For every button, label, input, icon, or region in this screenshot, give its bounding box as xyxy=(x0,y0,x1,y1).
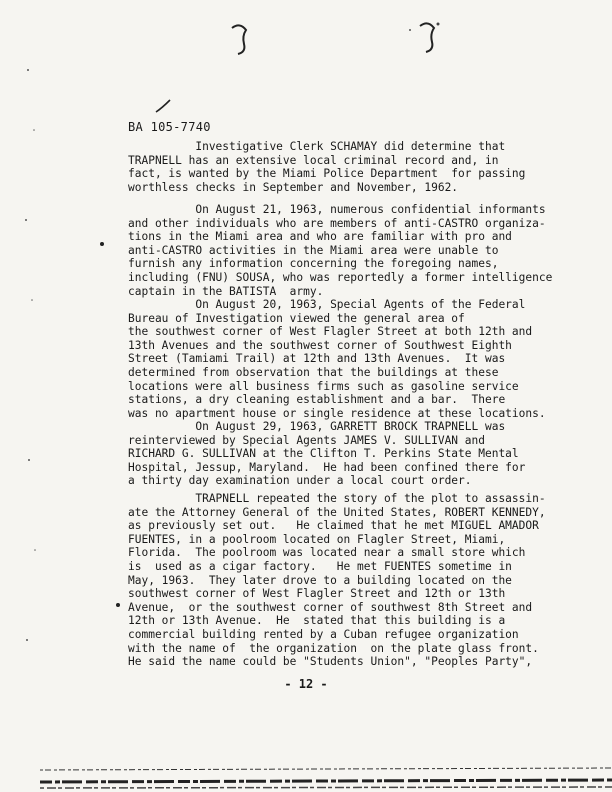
paragraph: On August 20, 1963, Special Agents of the Federal Bureau of Investigation viewed the general area of the southwest corner of West Flagler Street at both 12th and 13th Avenues and the southwest corner of Southwest Eighth Street (Tamiami Trail) at 12th and 13th Avenues. It was determined from observation that the buildings at these locations were all business firms such as gasoline service stations, a dry cleaning establishment and a bar. There was no apartment house or single residence at these locations. xyxy=(128,298,546,420)
handwritten-tick-mark xyxy=(150,96,180,116)
left-margin-speckle xyxy=(20,40,60,760)
file-number: BA 105-7740 xyxy=(128,120,211,134)
scan-noise-band xyxy=(40,730,612,792)
punch-hole-marks xyxy=(210,20,450,70)
paragraph: On August 21, 1963, numerous confidential informants and other individuals who are members of anti-CASTRO organiza- tions in the Miami area and who are familiar with pro and anti-CASTRO activities in the Miami area were unable to furnish any information concerning the foregoing names, including (FNU) SOUSA, who was reportedly a former intelligence captain in the BATISTA army. xyxy=(128,203,553,298)
paragraph: TRAPNELL repeated the story of the plot to assassin- ate the Attorney General of the United States, ROBERT KENNEDY, as previously set out. He claimed that he met MIGUEL AMADOR FUENTES, in a poolroom located on Flagler Street, Miami, Florida. The poolroom was located near a small store which is used as a cigar factory. He met FUENTES sometime in May, 1963. They later drove to a building located on the southwest corner of West Flagler Street and 12th or 13th Avenue, or the southwest corner of southwest 8th Street and 12th or 13th Avenue. He stated that this building is a commercial building rented by a Cuban refugee organization with the name of the organization on the plate glass front. He said the name could be "Students Union", "Peoples Party", xyxy=(128,492,546,669)
page-number: - 12 - xyxy=(284,677,328,691)
margin-dot xyxy=(116,603,120,607)
paragraph: On August 29, 1963, GARRETT BROCK TRAPNELL was reinterviewed by Special Agents JAMES V. SULLIVAN and RICHARD G. SULLIVAN at the Clifton T. Perkins State Mental Hospital, Jessup, Maryland. He had been confined there for a thirty day examination under a local court order. xyxy=(128,420,526,488)
margin-dot xyxy=(100,242,104,246)
paragraph: Investigative Clerk SCHAMAY did determine that TRAPNELL has an extensive local criminal record and, in fact, is wanted by the Miami Police Department for passing worthless checks in September and November, 1962. xyxy=(128,140,526,194)
